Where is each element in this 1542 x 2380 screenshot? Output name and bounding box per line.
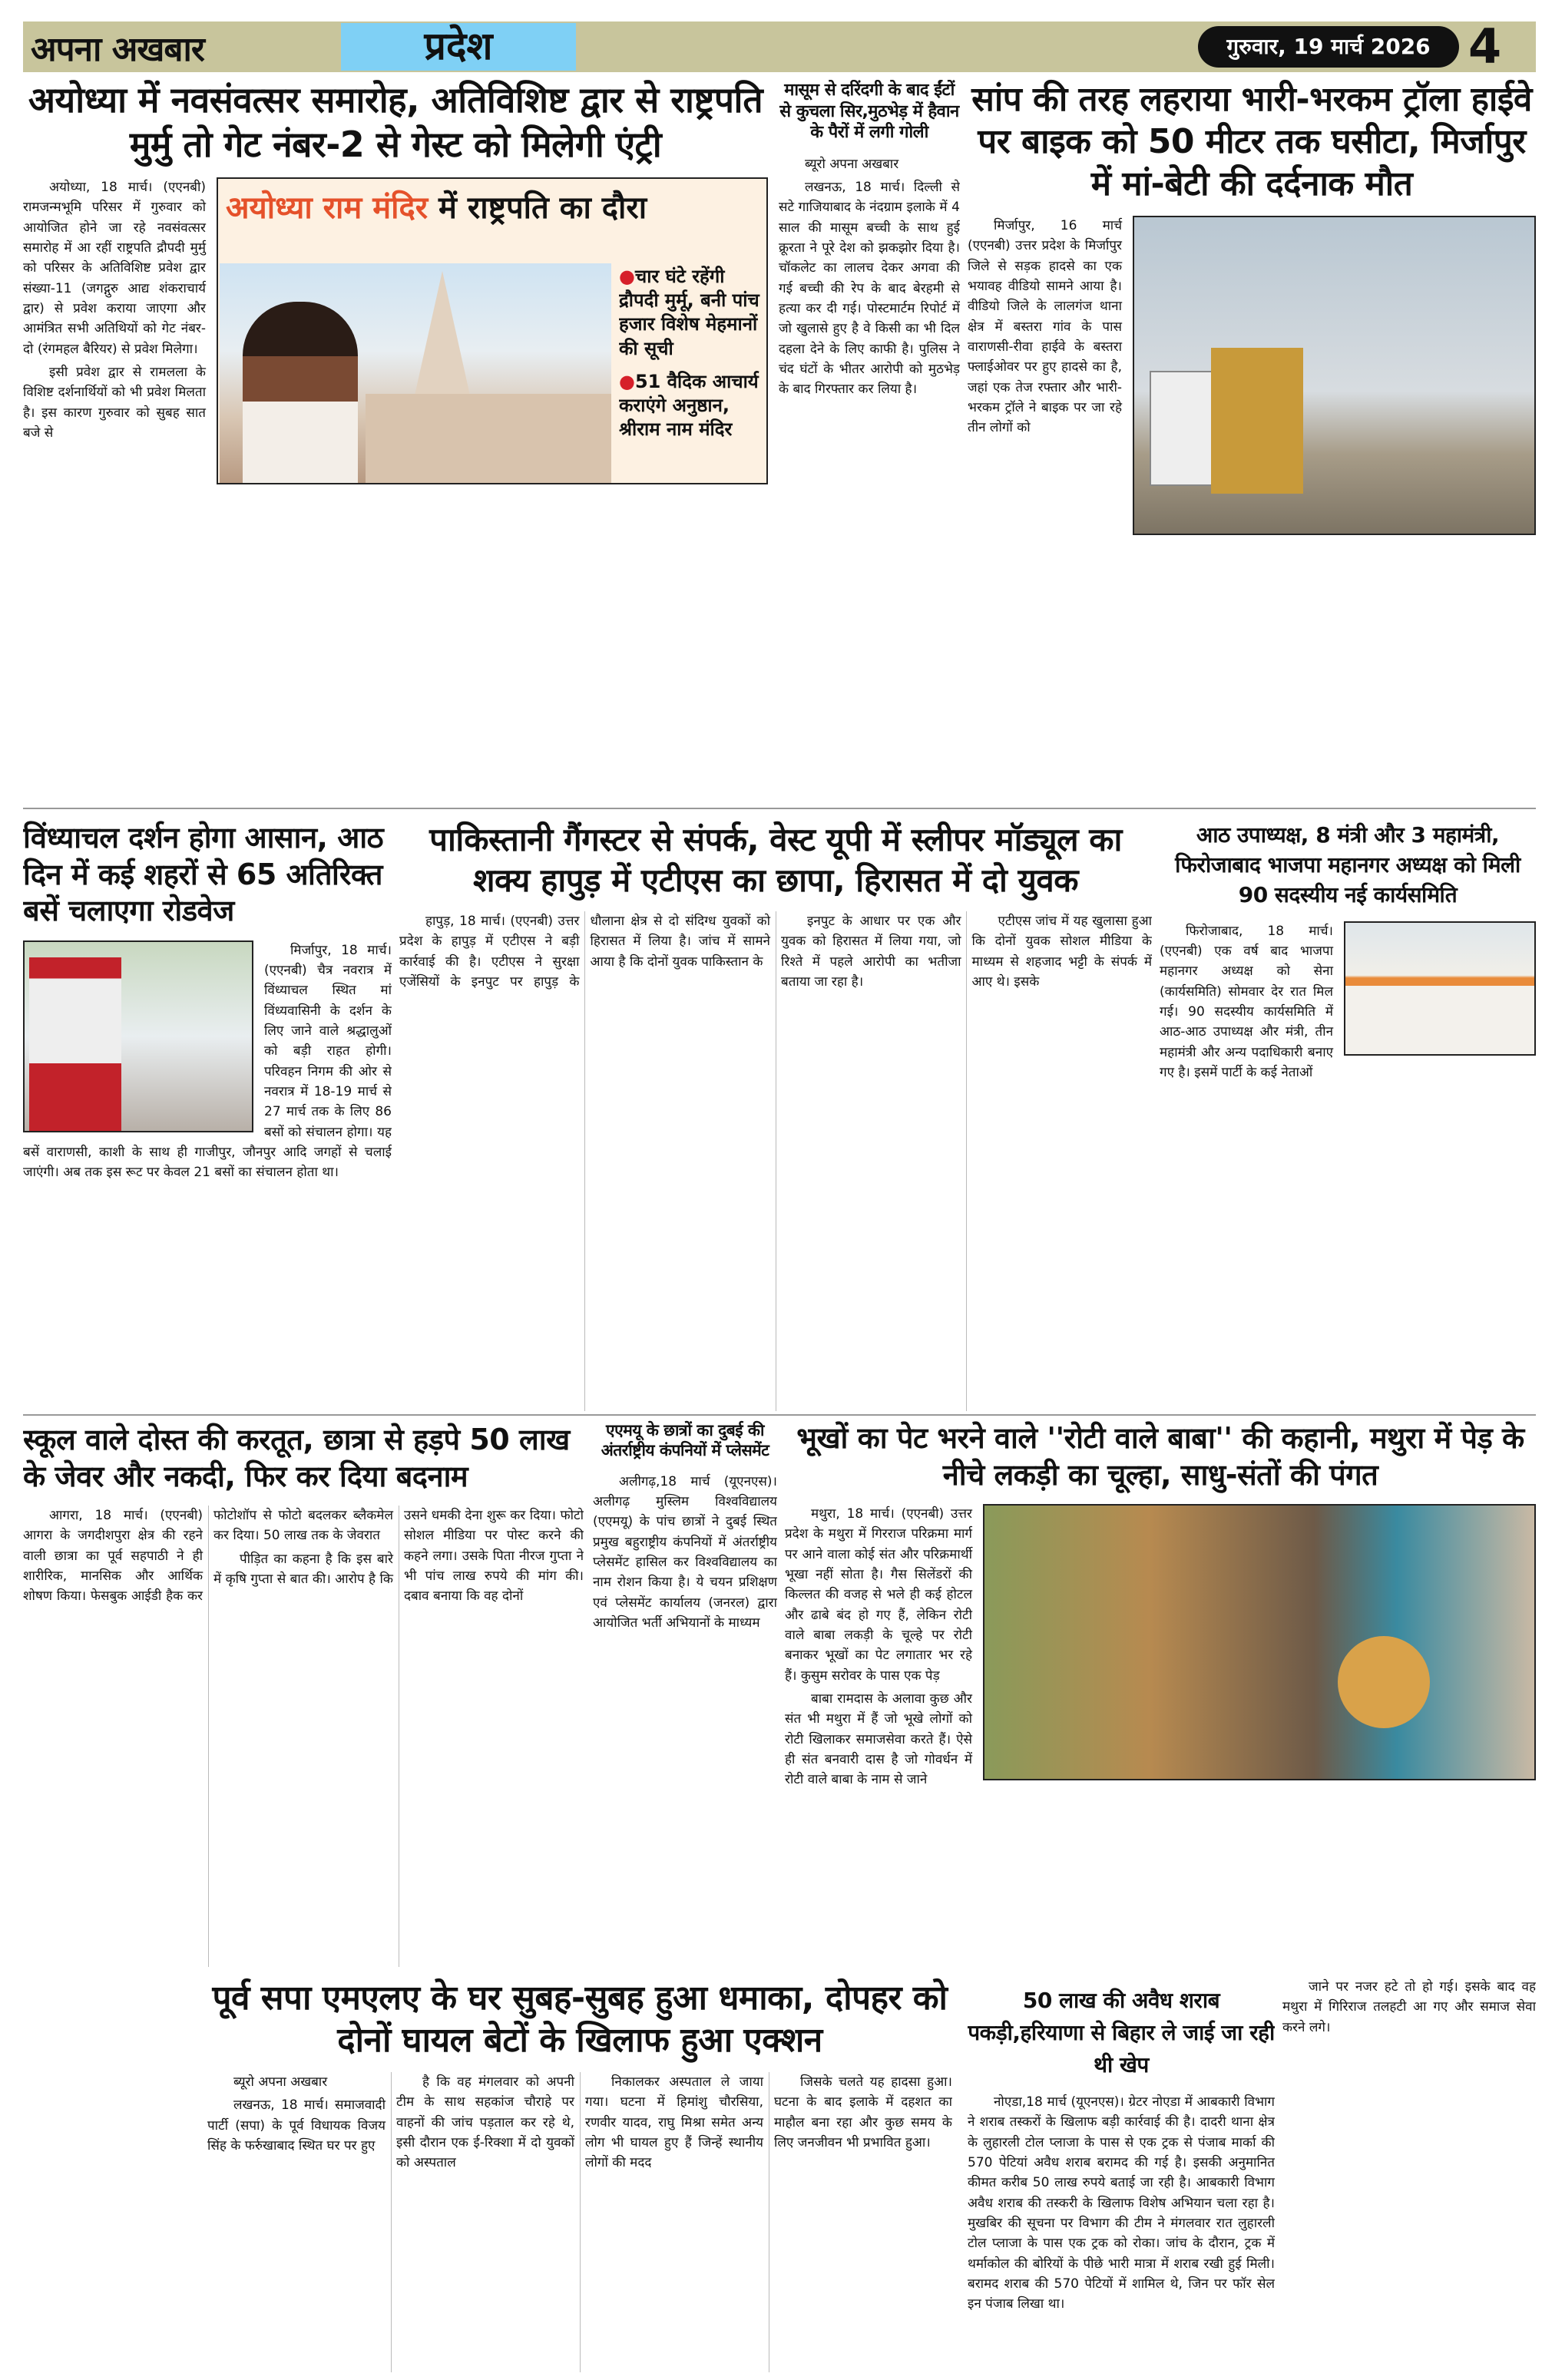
mirzapur-body: मिर्जापुर, 16 मार्च (एएनबी) उत्तर प्रदेश के मिर्जापुर जिले से सड़क हादसे का एक भयावह वीडियो सामने आया है। वीडियो जिले के लालगंज थाना क्षेत्र में बस्तरा गांव के पास वाराणसी-रीवा हाईवे के बस्तरा फ्लाईओवर पर हुए हादसे का है, जहां एक तेज रफ्तार और भारी-भरकम ट्रॉले ने बाइक पर जा रहे तीन लोगों को <box>968 216 1536 804</box>
mirzapur-headline: सांप की तरह लहराया भारी-भरकम ट्रॉला हाईवे पर बाइक को 50 मीटर तक घसीटा, मिर्जापुर में मां-बेटी की दर्दनाक मौत <box>971 80 1532 203</box>
temple-body <box>366 394 611 483</box>
bjp-office-photo <box>1344 921 1536 1056</box>
trolley-accident-photo <box>1133 216 1536 535</box>
ayodhya-body: अयोध्या राम मंदिर में राष्ट्रपति का दौरा ●चार घंटे रहेंगी द्रौपदी मुर्मू, बनी पांच हजार विशेष मेहमानों की सूची ●51 वैदिक आचार्य कराएंगे अनुष्ठान, श्रीराम नाम मंदिर अयोध्या, 18 मार्च। (एएनबी) रामजन्मभूमि परिसर में गुरुवार को आयोजित होने जा रहे नवसंवत्सर समारोह में आ रहीं राष्ट्रपति द्रौपदी मुर्मु को परिसर के अतिविशिष्ट प्रवेश द्वार संख्या-11 (जगद्गुरु आद्य शंकराचार्य द्वार) से प्रवेश कराया जाएगा और आमंत्रित सभी अतिथियों को गेट नंबर-दो (रंगमहल बैरियर) से प्रवेश मिलेगा। इसी प्रवेश द्वार से रामलला के विशिष्ट दर्शनार्थियों को भी प्रवेश मिलता है। इस कारण गुरुवार को सुबह सात बजे से <box>23 177 768 804</box>
hapur-body: हापुड़, 18 मार्च। (एएनबी) उत्तर प्रदेश के हापुड़ में एटीएस ने बड़ी कार्रवाई की है। एटीएस ने सुरक्षा एजेंसियों के इनपुट पर हापुड़ के धौलाना क्षेत्र से दो संदिग्ध युवकों को हिरासत में लिया है। जांच में सामने आया है कि दोनों युवक पाकिस्तान के इनपुट के आधार पर एक और युवक को हिरासत में लिया गया, जो रिश्ते में पहले आरोपी का भतीजा बताया जा रहा है। एटीएस जांच में यह खुलासा हुआ कि दोनों युवक सोशल मीडिया के माध्यम से शहजाद भट्टी के संपर्क में आए थे। इसके <box>399 914 1152 990</box>
sp-mla-headline: पूर्व सपा एमएलए के घर सुबह-सुबह हुआ धमाका, दोपहर को दोनों घायल बेटों के खिलाफ हुआ एक्शन <box>212 1978 948 2060</box>
divider <box>23 808 1536 809</box>
roti-baba-headline: भूखों का पेट भरने वाले ''रोटी वाले बाबा'' की कहानी, मथुरा में पेड़ के नीचे लकड़ी का चूल्हा, साधु-संतों की पंगत <box>796 1421 1524 1492</box>
graphic-title-black: में राष्ट्रपति का दौरा <box>438 190 647 226</box>
president-portrait <box>243 302 358 483</box>
vindhyachal-story <box>23 820 392 1411</box>
roti-baba-continuation: जाने पर नजर हटे तो हो गई। इसके बाद वह मथुरा में गिरिराज तलहटी आ गए और समाज सेवा करने लगे। <box>1282 1979 1536 2035</box>
masoom-body: ब्यूरो अपना अखबार लखनऊ, 18 मार्च। दिल्ली से सटे गाजियाबाद के नंदग्राम इलाके में 4 साल की मासूम बच्ची के साथ हुई क्रूरता ने पूरे देश को झकझोर दिया है। चॉकलेट का लालच देकर अगवा की गई बच्ची की रेप के बाद बेरहमी से हत्या कर दी गई। पोस्टमार्टम रिपोर्ट में जो खुलासे हुए है वे किसी का भी दिल दहला देने के लिए काफी है। पुलिस ने चंद घंटों के भीतर आरोपी को मुठभेड़ के बाद गिरफ्तार कर लिया है। <box>779 156 960 398</box>
hapur-story <box>399 820 1152 1411</box>
firozabad-body: फिरोजाबाद, 18 मार्च। (एएनबी) एक वर्ष बाद भाजपा महानगर अध्यक्ष को सेना (कार्यसमिति) सोमवार देर रात मिल गई। 90 सदस्यीय कार्यसमिति में आठ-आठ उपाध्यक्ष और मंत्री, तीन महामंत्री और अन्य पदाधिकारी बनाए गए है। इसमें पार्टी के कई नेताओं <box>1160 921 1536 1411</box>
firozabad-story <box>1160 820 1536 1411</box>
sp-mla-body: ब्यूरो अपना अखबार लखनऊ, 18 मार्च। समाजवादी पार्टी (सपा) के पूर्व विधायक विजय सिंह के फर्रुखाबाद स्थित घर पर हुए है कि वह मंगलवार को अपनी टीम के साथ सहकांज चौराहे पर वाहनों की जांच पड़ताल कर रहे थे, इसी दौरान एक ई-रिक्शा में दो युवकों को अस्पताल निकालकर अस्पताल ले जाया गया। घटना में हिमांशु चौरसिया, रणवीर यादव, राघु मिश्रा समेत अन्य लोग भी घायल हुए हैं जिन्हें स्थानीय लोगों की मदद जिसके चलते यह हादसा हुआ। घटना के बाद इलाके में दहशत का माहौल बना रहा और कुछ समय के लिए जनजीवन भी प्रभावित हुआ। <box>207 2074 952 2171</box>
ayodhya-graphic <box>217 177 768 484</box>
truck-cab <box>1150 371 1219 486</box>
amu-story <box>593 1420 777 1967</box>
bus <box>29 957 121 1132</box>
truck-trailer <box>1211 348 1303 494</box>
masoom-headline: मासूम से दरिंदगी के बाद ईंटों से कुचला सिर,मुठभेड़ में हैवान के पैरों में लगी गोली <box>779 81 959 142</box>
page-number: 4 <box>1468 18 1502 74</box>
agra-story <box>23 1422 584 1967</box>
liquor-story <box>968 1985 1275 2372</box>
mirzapur-story <box>968 78 1536 804</box>
roti-baba-body: मथुरा, 18 मार्च। (एएनबी) उत्तर प्रदेश के मथुरा में गिरराज परिक्रमा मार्ग पर आने वाला कोई संत और परिक्रमार्थी भूखा नहीं सोता है। गैस सिलेंडरों की किल्लत की वजह से भले ही कई होटल और ढाबे बंद हो गए हैं, लेकिन रोटी वाले बाबा लकड़ी के चूल्हे पर रोटी बनाकर भूखों का पेट लगातार भर रहे हैं। कुसुम सरोवर के पास एक पेड़ बाबा रामदास के अलावा कुछ और संत भी मथुरा में हैं जो भूखे लोगों को रोटी खिलाकर समाजसेवा करते हैं। ऐसे ही संत बनवारी दास है जो गोवर्धन में रोटी वाले बाबा के नाम से जाने <box>785 1504 1536 1967</box>
ayodhya-headline: अयोध्या में नवसंवत्सर समारोह, अतिविशिष्ट द्वार से राष्ट्रपति मुर्मु तो गेट नंबर-2 से गेस्ट को मिलेगी एंट्री <box>28 79 763 165</box>
president-temple-photo <box>220 263 611 483</box>
sp-mla-story <box>207 1977 952 2372</box>
rotis <box>1338 1636 1430 1728</box>
roti-baba-continuation-story <box>1282 1977 1536 2372</box>
firozabad-headline: आठ उपाध्यक्ष, 8 मंत्री और 3 महामंत्री, फिरोजाबाद भाजपा महानगर अध्यक्ष को मिली 90 सदस्यीय नई कार्यसमिति <box>1175 822 1520 908</box>
roti-baba-body-end: बाबा रामदास के अलावा कुछ और संत भी मथुरा में हैं जो भूखे लोगों को रोटी खिलाकर समाजसेवा करते हैं। ऐसे ही संत बनवारी दास है जो गोवर्धन में रोटी वाले बाबा के नाम से जाने <box>785 1691 972 1788</box>
graphic-title-red: अयोध्या राम मंदिर <box>226 190 429 226</box>
newspaper-brand: अपना अखबार <box>31 30 204 69</box>
buses-photo <box>23 940 253 1132</box>
liquor-headline: 50 लाख की अवैध शराब पकड़ी,हरियाणा से बिहार ले जाई जा रही थी खेप <box>968 1988 1275 2078</box>
vindhyachal-headline: विंध्याचल दर्शन होगा आसान, आठ दिन में कई शहरों से 65 अतिरिक्त बसें चलाएगा रोडवेज <box>23 821 384 927</box>
ayodhya-story <box>23 78 768 804</box>
temple-spire <box>412 271 473 409</box>
amu-body: अलीगढ़,18 मार्च (यूएनएस)। अलीगढ़ मुस्लिम विश्वविद्यालय (एएमयू) के पांच छात्रों ने दुबई स्थित प्रमुख बहुराष्ट्रीय कंपनियों में अंतर्राष्ट्रीय प्लेसमेंट हासिल कर विश्वविद्यालय का नाम रोशन किया है। ये चयन प्रशिक्षण एवं प्लेसमेंट कार्यालय (जनरल) द्वारा आयोजित भर्ती अभियानों के माध्यम <box>593 1473 777 1631</box>
graphic-bullets: ●चार घंटे रहेंगी द्रौपदी मुर्मू, बनी पांच हजार विशेष मेहमानों की सूची ●51 वैदिक आचार्य कराएंगे अनुष्ठान, श्रीराम नाम मंदिर <box>619 266 759 441</box>
liquor-body: नोएडा,18 मार्च (यूएनएस)। ग्रेटर नोएडा में आबकारी विभाग ने शराब तस्करों के खिलाफ बड़ी कार्रवाई की है। दादरी थाना क्षेत्र के लुहारली टोल प्लाजा के पास से एक ट्रक से पंजाब मार्का की 570 पेटियां अवैध शराब बरामद की गई है। इसकी अनुमानित कीमत करीब 50 लाख रुपये बताई जा रही है। आबकारी विभाग अवैध शराब की तस्करी के खिलाफ विशेष अभियान चला रहा है। मुखबिर की सूचना पर विभाग की टीम ने मंगलवार रात लुहारली टोल प्लाजा के पास एक ट्रक को रोका। जांच के दौरान, ट्रक में थर्माकोल की बोरियों के पीछे भारी मात्रा में शराब रखी हुई मिली। बरामद शराब की 570 पेटियों में शामिल थे, जिन पर फॉर सेल इन पंजाब लिखा था। <box>968 2094 1275 2312</box>
amu-headline: एएमयू के छात्रों का दुबई की अंतर्राष्ट्रीय कंपनियों में प्लेसमेंट <box>601 1421 769 1460</box>
hapur-headline: पाकिस्तानी गैंगस्टर से संपर्क, वेस्ट यूपी में स्लीपर मॉड्यूल का शक्य हापुड़ में एटीएस का छापा, हिरासत में दो युवक <box>429 821 1122 899</box>
issue-date: गुरुवार, 19 मार्च 2026 <box>1198 26 1459 68</box>
vindhyachal-body: मिर्जापुर, 18 मार्च। (एएनबी) चैत्र नवरात्र में विंध्याचल स्थित मां विंध्यवासिनी के दर्शन के लिए जाने वाले श्रद्धालुओं को बड़ी राहत होगी। परिवहन निगम की ओर से नवरात्र में 18-19 मार्च से 27 मार्च तक के लिए 86 बसों को संचालन होगा। यह बसें वाराणसी, काशी के साथ ही गाजीपुर, जौनपुर आदि जगहों से चलाई जाएंगी। अब तक इस रूट पर केवल 21 बसों का संचालन होता था। <box>23 940 392 1412</box>
roti-baba-photo <box>983 1504 1536 1780</box>
agra-body: आगरा, 18 मार्च। (एएनबी) आगरा के जगदीशपुरा क्षेत्र की रहने वाली छात्रा का पूर्व सहपाठी ने ही शारीरिक, मानसिक और आर्थिक शोषण किया। फेसबुक आईडी हैक कर फोटोशॉप से फोटो बदलकर ब्लैकमेल कर दिया। 50 लाख तक के जेवरात पीड़ित का कहना है कि इस बारे में कृषि गुप्ता से बात की। आरोप है कि उसने धमकी देना शुरू कर दिया। फोटो सोशल मीडिया पर पोस्ट करने की कहने लगा। उसके पिता नीरज गुप्ता ने भी पांच लाख रुपये की मांग की। दबाव बनाया कि वह दोनों <box>23 1508 584 1605</box>
section-title: प्रदेश <box>341 23 576 71</box>
agra-headline: स्कूल वाले दोस्त की करतूत, छात्रा से हड़पे 50 लाख के जेवर और नकदी, फिर कर दिया बदनाम <box>23 1423 570 1493</box>
divider <box>23 1414 1536 1416</box>
masoom-story <box>779 80 960 804</box>
roti-baba-story <box>785 1420 1536 1967</box>
